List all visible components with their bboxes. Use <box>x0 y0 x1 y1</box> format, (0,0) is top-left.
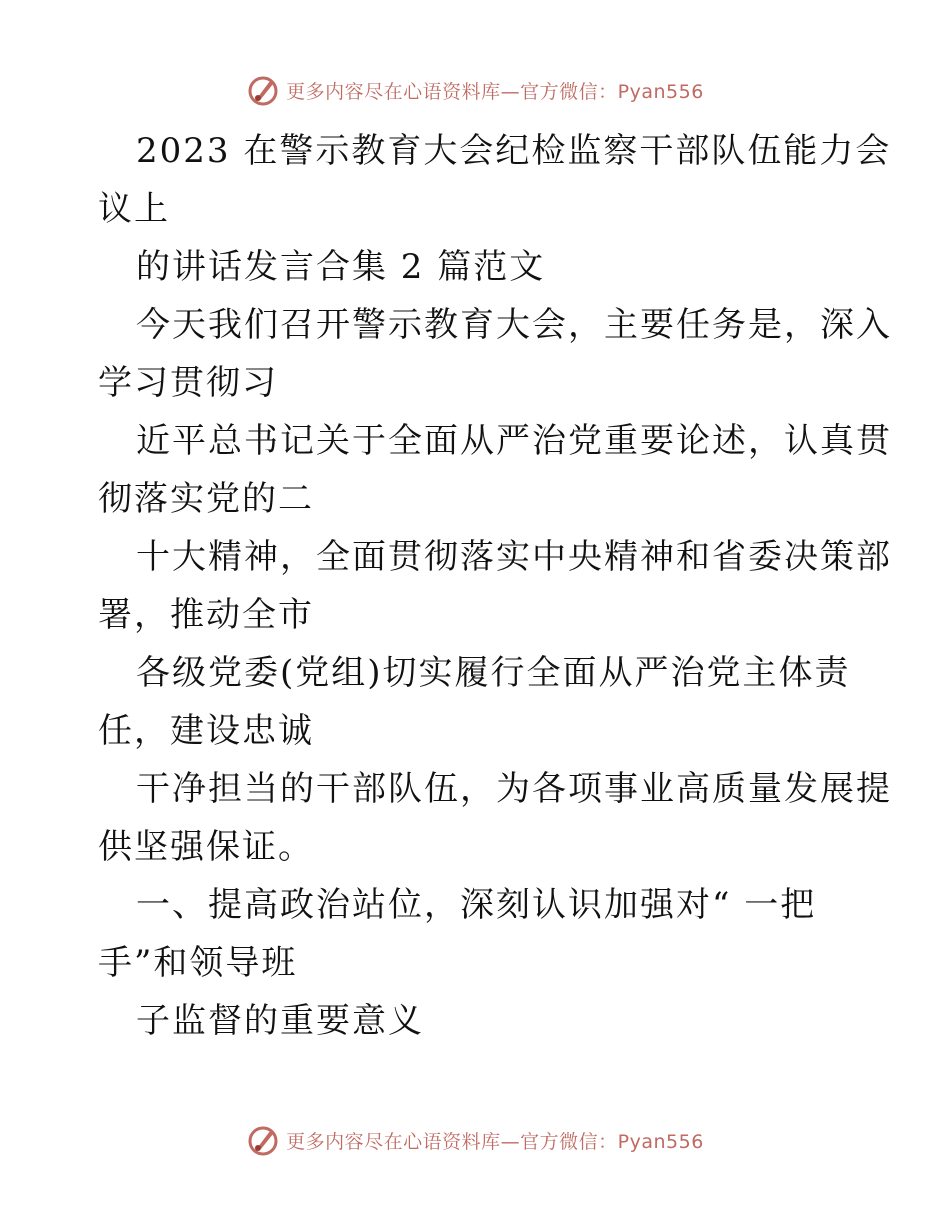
document-body <box>98 122 892 1050</box>
section-heading-line: 一、提高政治站位，深刻认识加强对“ 一把 <box>136 885 817 925</box>
title-line-1: 2023 在警示教育大会纪检监察干部队伍能力会 <box>136 131 892 171</box>
brush-logo-icon <box>246 1123 280 1157</box>
brush-logo-icon <box>246 73 280 107</box>
banner-text: 更多内容尽在心语资料库—官方微信：Pyan556 <box>286 1130 704 1153</box>
paragraph-line: 任，建设忠诚 <box>98 711 314 751</box>
title-line-3: 的讲话发言合集 2 篇范文 <box>136 247 546 287</box>
banner-text: 更多内容尽在心语资料库—官方微信：Pyan556 <box>286 80 704 103</box>
paragraph-line: 十大精神，全面贯彻落实中央精神和省委决策部 <box>136 537 892 577</box>
header-banner <box>0 70 950 110</box>
title-line-2: 议上 <box>98 189 170 229</box>
footer-banner <box>0 1120 950 1160</box>
paragraph-line: 彻落实党的二 <box>98 479 314 519</box>
section-heading-line: 子监督的重要意义 <box>136 1001 424 1041</box>
paragraph-line: 各级党委(党组)切实履行全面从严治党主体责 <box>136 653 851 693</box>
section-heading-line: 手”和领导班 <box>98 943 298 983</box>
paragraph-line: 学习贯彻习 <box>98 363 278 403</box>
paragraph-line: 干净担当的干部队伍，为各项事业高质量发展提 <box>136 769 892 809</box>
paragraph-line: 供坚强保证。 <box>98 827 314 867</box>
paragraph-line: 今天我们召开警示教育大会，主要任务是，深入 <box>136 305 892 345</box>
paragraph-line: 近平总书记关于全面从严治党重要论述，认真贯 <box>136 421 892 461</box>
paragraph-line: 署，推动全市 <box>98 595 314 635</box>
